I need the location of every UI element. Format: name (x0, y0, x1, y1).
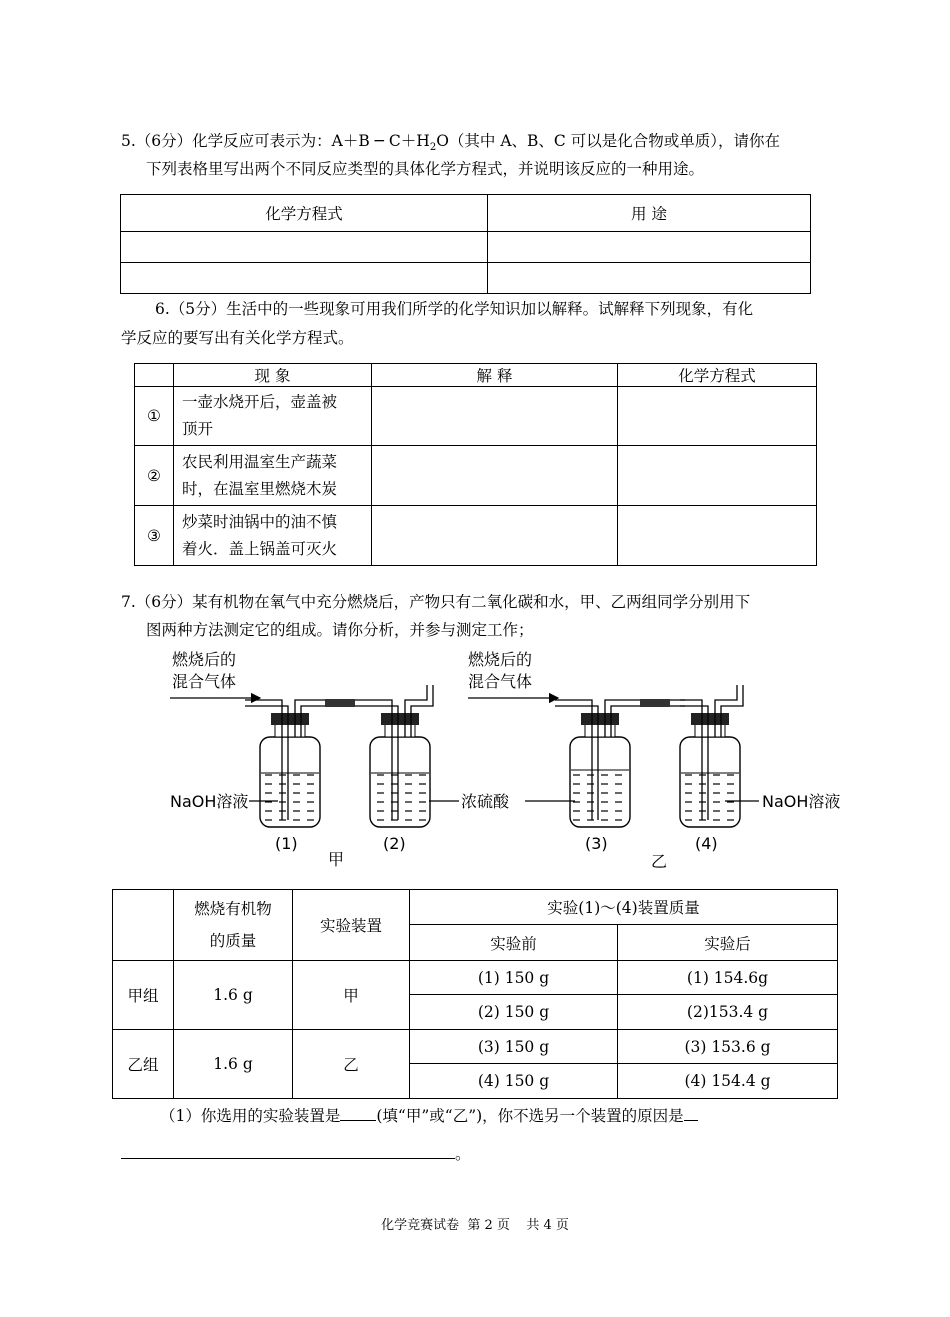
q7-device: 乙 (293, 1030, 410, 1099)
q6-explain-cell[interactable] (372, 446, 618, 506)
q6-explain-cell[interactable] (372, 506, 618, 566)
q6-line1: 6.（5分）生活中的一些现象可用我们所学的化学知识加以解释。试解释下列现象，有化 (155, 300, 754, 318)
q7-before: (3) 150 g (410, 1030, 618, 1064)
q7-after: (2)153.4 g (618, 995, 838, 1030)
q5-line1: 5.（6分）化学反应可表示为：A＋B ─ $C+H_2O$（其中 A、B、C 可以是化合物或单质），请你在 (121, 132, 780, 154)
bottle-label-4: (4) (695, 834, 718, 853)
q6-phenomenon: 炒菜时油锅中的油不慎 着火．盖上锅盖可灭火 (174, 506, 372, 566)
q7-header-before: 实验前 (410, 925, 618, 961)
q7-before: (4) 150 g (410, 1064, 618, 1099)
q7-sub1: （1）你选用的实验装置是 (填“甲”或“乙”)，你不选另一个装置的原因是 (160, 1104, 698, 1126)
q7-header-device: 实验装置 (293, 890, 410, 961)
q6-row-num: ② (135, 446, 174, 506)
answer-blank-reason-start[interactable] (684, 1104, 698, 1121)
bottle-label-1: (1) (275, 834, 298, 853)
apparatus-figure (165, 645, 855, 875)
q6-equation-cell[interactable] (618, 446, 817, 506)
q5-line2: 下列表格里写出两个不同反应类型的具体化学方程式，并说明该反应的一种用途。 (146, 160, 705, 178)
q7-table (112, 889, 838, 1099)
q7-before: (2) 150 g (410, 995, 618, 1030)
q6-equation-cell[interactable] (618, 506, 817, 566)
q6-phenomenon: 农民利用温室生产蔬菜 时，在温室里燃烧木炭 (174, 446, 372, 506)
q7-device: 甲 (293, 961, 410, 1030)
rubber-connector-b (640, 699, 670, 707)
bottle-label-3: (3) (585, 834, 608, 853)
h2so4-label: 浓硫酸 (461, 792, 510, 811)
naoh-label-left: NaOH溶液 (170, 792, 249, 811)
naoh-label-right: NaOH溶液 (762, 792, 841, 811)
q7-before: (1) 150 g (410, 961, 618, 995)
q7-after: (3) 153.6 g (618, 1030, 838, 1064)
q6-equation-cell[interactable] (618, 387, 817, 446)
set-label-b: 乙 (651, 852, 668, 871)
rubber-connector-a (325, 699, 355, 707)
q7-corner (113, 890, 174, 961)
q7-group-yi: 乙组 (113, 1030, 174, 1099)
bottle-2 (370, 685, 433, 827)
q7-sub1-line2: 。 (121, 1142, 471, 1164)
answer-blank-device[interactable] (340, 1104, 376, 1121)
q7-mass: 1.6 g (174, 961, 293, 1030)
q6-line2: 学反应的要写出有关化学方程式。 (121, 329, 354, 347)
gas-label-a2: 混合气体 (172, 672, 237, 691)
q7-group-jia: 甲组 (113, 961, 174, 1030)
q7-line1: 7.（6分）某有机物在氧气中充分燃烧后，产物只有二氧化碳和水，甲、乙两组同学分别用下 (121, 593, 751, 611)
q5-header-equation: 化学方程式 (121, 195, 488, 232)
q5-cell[interactable] (488, 263, 811, 294)
gas-label-b2: 混合气体 (468, 672, 533, 691)
q6-phenomenon: 一壶水烧开后，壶盖被 顶开 (174, 387, 372, 446)
q6-header-explain: 解 释 (372, 364, 618, 387)
bottle-3 (555, 700, 685, 827)
answer-blank-reason[interactable] (121, 1142, 455, 1159)
q6-table (134, 363, 817, 566)
q6-explain-cell[interactable] (372, 387, 618, 446)
set-label-a: 甲 (328, 850, 345, 869)
gas-label-b1: 燃烧后的 (468, 650, 533, 669)
q7-header-after: 实验后 (618, 925, 838, 961)
bottle-label-2: (2) (383, 834, 406, 853)
q5-cell[interactable] (488, 232, 811, 263)
q7-mass: 1.6 g (174, 1030, 293, 1099)
q5-header-use: 用 途 (488, 195, 811, 232)
q6-header-equation: 化学方程式 (618, 364, 817, 387)
page-footer: 化学竞赛试卷 第 2 页 共 4 页 (381, 1218, 569, 1233)
q7-line2: 图两种方法测定它的组成。请你分析，并参与测定工作； (146, 621, 534, 639)
gas-label-a1: 燃烧后的 (172, 650, 237, 669)
q5-cell[interactable] (121, 232, 488, 263)
bottle-1 (245, 700, 370, 827)
q6-row-num: ① (135, 387, 174, 446)
q7-after: (4) 154.4 g (618, 1064, 838, 1099)
q5-table (120, 194, 811, 294)
q7-header-group: 实验(1)～(4)装置质量 (410, 890, 838, 925)
q5-cell[interactable] (121, 263, 488, 294)
q6-header-num (135, 364, 174, 387)
bottle-4 (680, 685, 743, 827)
q6-row-num: ③ (135, 506, 174, 566)
q7-header-mass: 燃烧有机物 的质量 (174, 890, 293, 961)
q7-after: (1) 154.6g (618, 961, 838, 995)
q6-header-phenomenon: 现 象 (174, 364, 372, 387)
